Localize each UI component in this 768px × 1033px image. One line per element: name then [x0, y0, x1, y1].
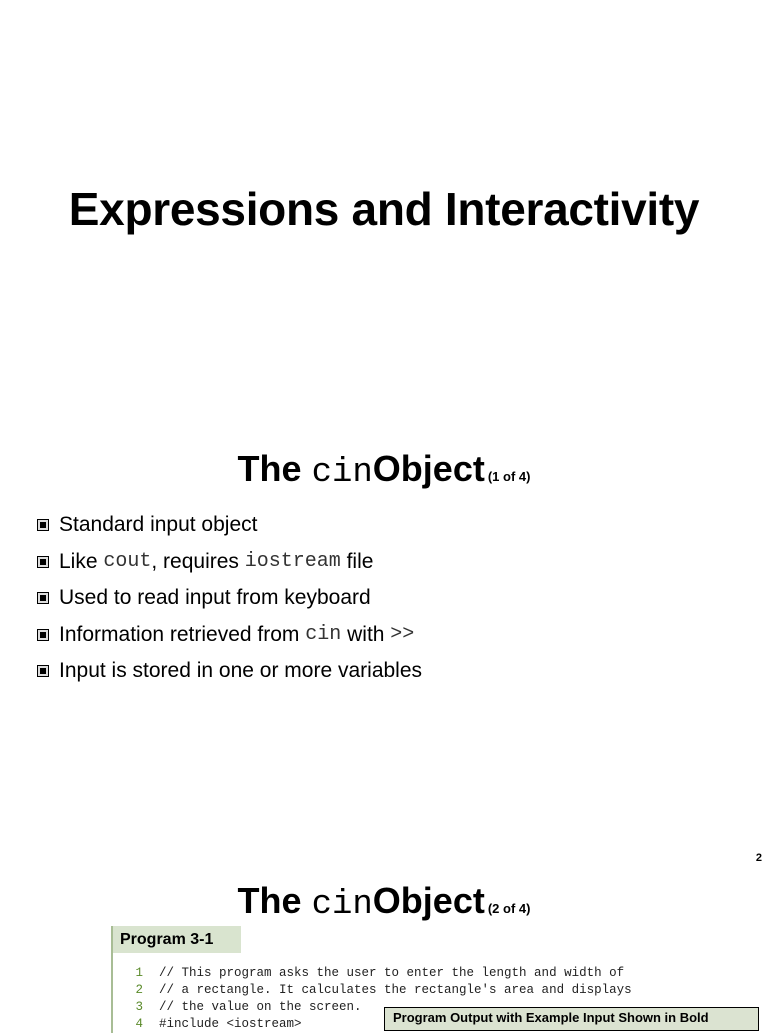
code-line: [113, 965, 673, 982]
code-extraction-operator: >>: [390, 623, 415, 647]
bullet-item: [37, 580, 422, 617]
code-iostream: iostream: [244, 550, 341, 574]
program-label: Program 3-1: [111, 926, 241, 953]
title-part-indicator: (1 of 4): [487, 469, 531, 484]
line-number: 3: [135, 1000, 143, 1014]
title-suffix: Object: [372, 448, 485, 489]
bullet-item: [37, 617, 422, 654]
line-number: 1: [135, 966, 143, 980]
title-prefix: The: [237, 880, 302, 921]
bullet-text: Input is stored in one or more variables: [59, 659, 423, 683]
bullet-list: [37, 507, 422, 690]
code-text: // This program asks the user to enter the length and width of: [159, 966, 625, 980]
bullet-text: Like: [59, 549, 104, 573]
code-text: // a rectangle. It calculates the rectangle's area and displays: [159, 983, 632, 997]
bullet-text: with: [341, 622, 391, 646]
bullet-text: Information retrieved from: [59, 622, 306, 646]
code-text: #include <iostream>: [159, 1017, 302, 1031]
line-number: 2: [135, 983, 143, 997]
title-prefix: The: [237, 448, 302, 489]
bullet-item: [37, 507, 422, 544]
title-suffix: Object: [372, 880, 485, 921]
code-cout: cout: [103, 550, 152, 574]
line-number: 4: [135, 1017, 143, 1031]
code-text: // the value on the screen.: [159, 1000, 362, 1014]
slide-title: Expressions and Interactivity: [68, 183, 700, 235]
page-number: 2: [755, 852, 762, 864]
bullet-item: [37, 653, 422, 690]
bullet-text: , requires: [151, 549, 245, 573]
program-output-label: Program Output with Example Input Shown in Bold: [384, 1007, 759, 1031]
bullet-text: file: [340, 549, 374, 573]
bullet-item: [37, 544, 422, 581]
square-bullet-icon: [37, 629, 49, 641]
square-bullet-icon: [37, 519, 49, 531]
code-line: [113, 982, 673, 999]
cin-object-title-part2: [0, 880, 768, 924]
title-part-indicator: (2 of 4): [487, 901, 531, 916]
bullet-text: Used to read input from keyboard: [59, 586, 371, 610]
bullet-text: Standard input object: [59, 513, 258, 537]
square-bullet-icon: [37, 592, 49, 604]
code-cin: cin: [305, 623, 342, 647]
title-code-cin: cin: [311, 886, 373, 924]
square-bullet-icon: [37, 665, 49, 677]
square-bullet-icon: [37, 556, 49, 568]
title-code-cin: cin: [311, 454, 373, 492]
cin-object-title-part1: [0, 448, 768, 492]
